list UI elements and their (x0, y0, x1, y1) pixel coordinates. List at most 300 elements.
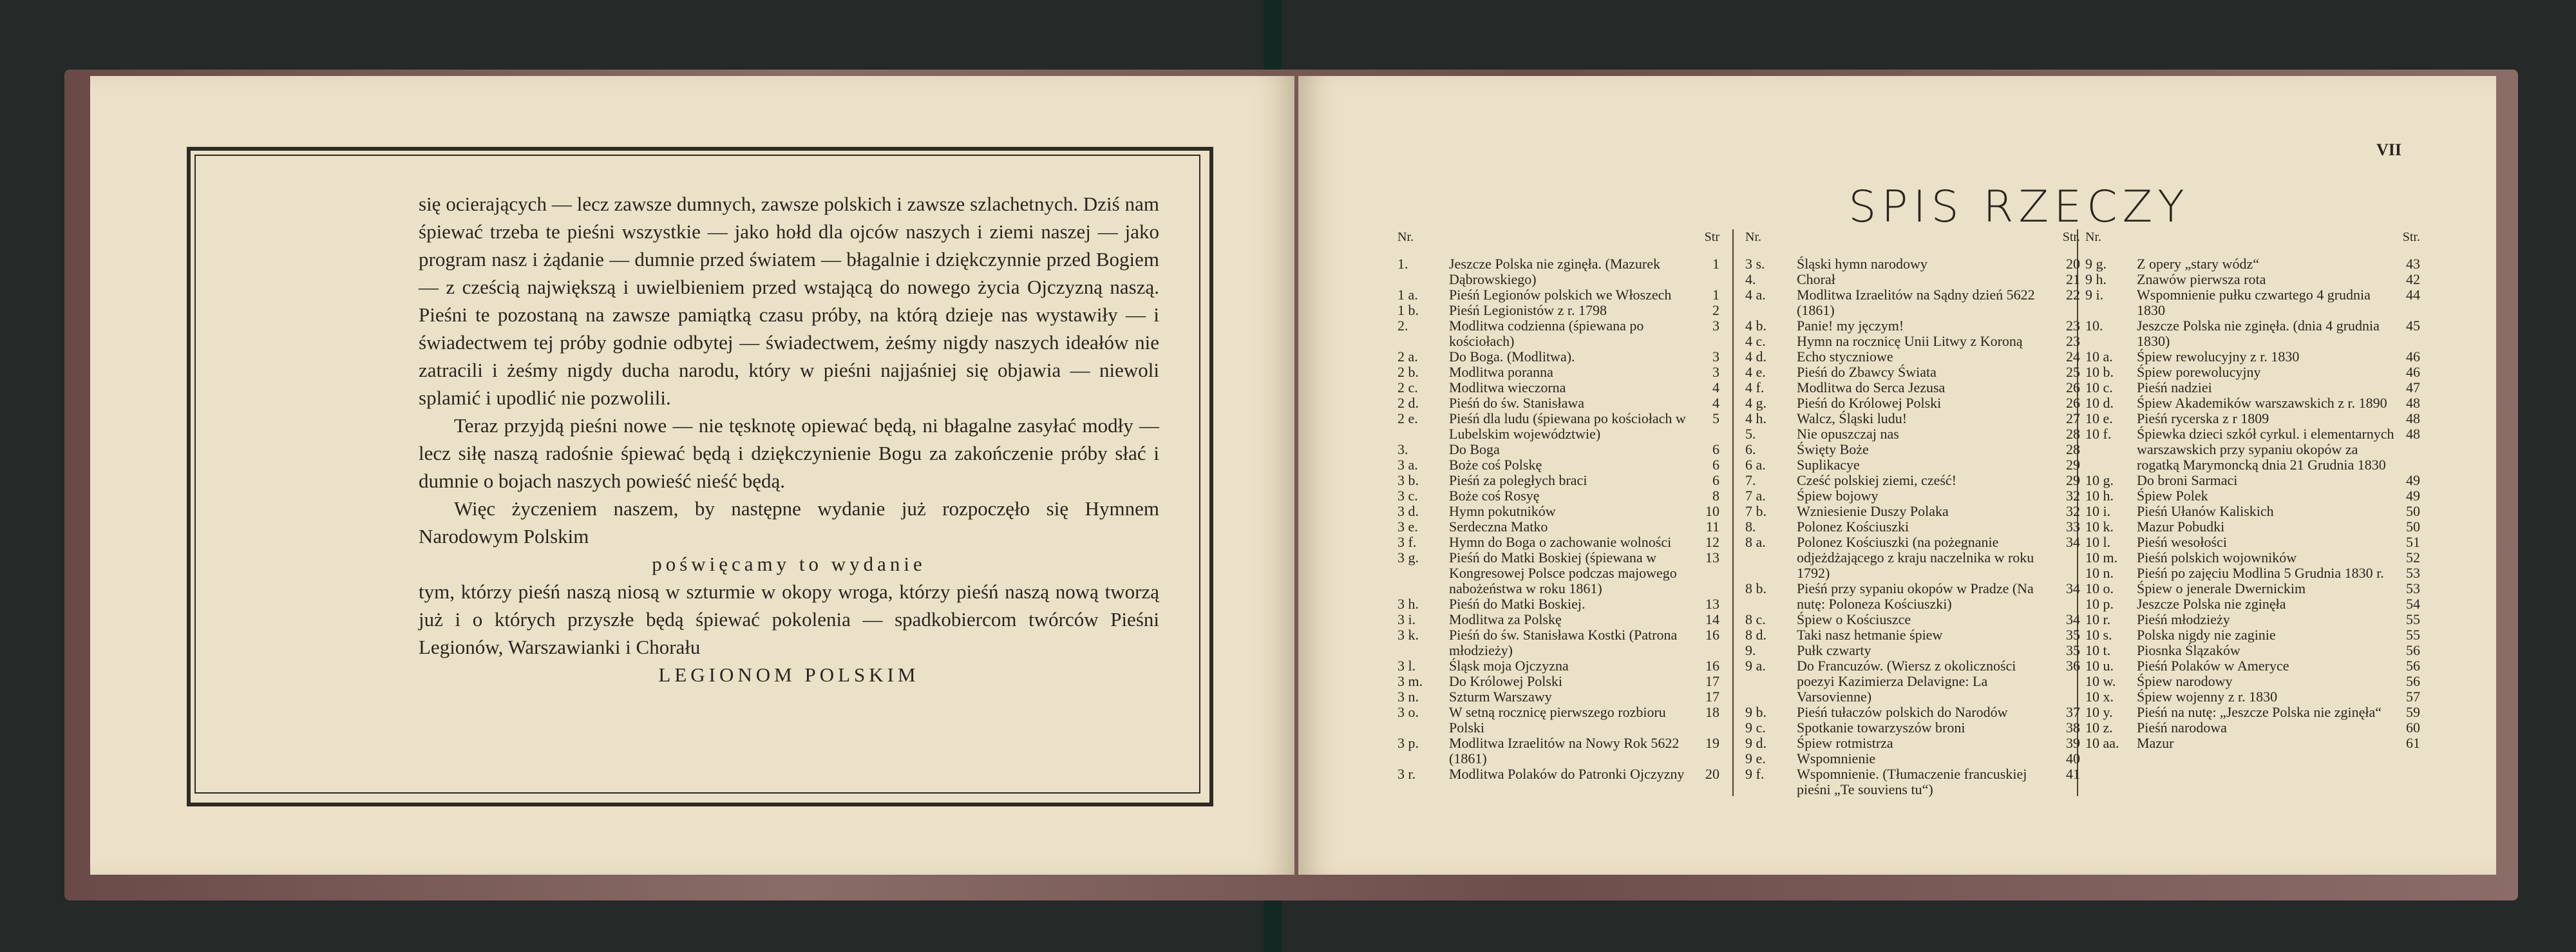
contents-entry (1397, 535, 1719, 550)
entry-number: 3 a. (1397, 457, 1418, 473)
entry-number: 3 m. (1397, 673, 1423, 689)
entry-number: 9 i. (2085, 287, 2104, 303)
entry-title: Pieśń do św. Stanisława Kostki (Patrona młodzieży) (1449, 627, 1678, 658)
column-divider (1732, 229, 1734, 796)
entry-page: 28 (2066, 441, 2080, 457)
entry-title: Boże coś Rosyę (1449, 488, 1540, 504)
dedication-line: poświęcamy to wydanie (652, 553, 926, 575)
contents-entry (2085, 256, 2420, 272)
entry-number: 10 s. (2085, 627, 2112, 643)
preface-paragraph-3: Więc życzeniem naszem, by następne wydanie już rozpoczęło się Hymnem Narodowym Polskim (419, 497, 1159, 547)
entry-page: 41 (2066, 766, 2080, 782)
entry-page: 29 (2066, 472, 2080, 488)
contents-title: SPIS RZECZY (1848, 182, 2190, 233)
entry-number: 10 f. (2085, 426, 2112, 442)
entry-number: 4 h. (1745, 410, 1766, 426)
contents-entry (1397, 457, 1719, 473)
entry-page: 59 (2406, 704, 2420, 720)
entry-page: 56 (2406, 673, 2420, 689)
entry-title: Pieśń do Królowej Polski (1797, 395, 1942, 411)
header-nr: Nr. (1397, 230, 1414, 244)
entry-number: 3 r. (1397, 766, 1416, 782)
entry-number: 4 d. (1745, 348, 1766, 365)
entry-number: 3 i. (1397, 611, 1416, 627)
entry-title: Chorał (1797, 271, 1835, 287)
entry-title: Cześć polskiej ziemi, cześć! (1797, 472, 1957, 488)
entry-page: 17 (1705, 689, 1719, 705)
entry-page: 20 (2066, 256, 2080, 272)
contents-entry (1397, 766, 1719, 782)
contents-entry (1397, 550, 1719, 596)
entry-title: Pieśń do św. Stanisława (1449, 395, 1585, 411)
entry-title: Do Boga. (Modlitwa). (1449, 348, 1575, 365)
entry-title: Mazur Pobudki (2137, 519, 2225, 535)
contents-entry (1397, 411, 1719, 442)
entry-page: 18 (1705, 704, 1719, 720)
entry-page: 27 (2066, 410, 2080, 426)
contents-entry (1397, 736, 1719, 766)
entry-title: Modlitwa codzienna (śpiewana po kościołach) (1449, 318, 1644, 349)
entry-number: 5. (1745, 426, 1756, 442)
entry-number: 10 o. (2085, 580, 2114, 596)
entry-number: 9 c. (1745, 719, 1766, 736)
entry-page: 23 (2066, 318, 2080, 334)
entry-page: 33 (2066, 519, 2080, 535)
entry-number: 10 a. (2085, 348, 2113, 365)
entry-page: 50 (2406, 519, 2420, 535)
entry-title: Taki nasz hetmanie śpiew (1797, 627, 1943, 643)
contents-entry (1397, 349, 1719, 365)
entry-number: 4 e. (1745, 364, 1766, 380)
contents-entry (2085, 566, 2420, 581)
contents-entry (1397, 519, 1719, 535)
entry-number: 10 x. (2085, 689, 2114, 705)
contents-entry (2085, 287, 2420, 318)
contents-entry (2085, 349, 2420, 365)
entry-title: Panie! my jęczym! (1797, 318, 1904, 334)
contents-entry (2085, 643, 2420, 658)
entry-number: 3 b. (1397, 472, 1419, 488)
entry-title: Jeszcze Polska nie zginęła. (Mazurek Dąbrowskiego) (1449, 256, 1661, 287)
entry-page: 61 (2406, 735, 2420, 751)
entry-title: Pieśń do Zbawcy Świata (1797, 364, 1937, 380)
contents-entry (1397, 658, 1719, 674)
entry-number: 4 f. (1745, 379, 1765, 395)
preface-paragraph-1: się ocierających — lecz zawsze dumnych, zawsze polskich i zawsze szlachetnych. Dziś nam śpiewać trzeba te pieśni wszystkie — jako hołd dla ojców naszych i ziemi naszej — jako program nasz i żądanie — dumnie przed światem — błagalnie i dziękczynnie przed Bogiem — z cześcią największą i uwielbieniem przed wstającą do nowego życia Ojczyzną naszą. Pieśni te pozostaną na zawsze pamiątką czasu próby, na którą dzieje nas wystawiły — i świadectwem tej próby godnie odbytej — świadectwem, żeśmy nigdy naszych ideałów nie zatracili i żeśmy nigdy ducha narodu, który w pieśni najjaśniej się objawia — niewoli splamić i upodlić nie pozwolili. (419, 193, 1159, 409)
contents-entry (1745, 272, 2080, 287)
entry-title: Znawów pierwsza rota (2137, 271, 2266, 287)
contents-entry (1397, 318, 1719, 349)
entry-page: 52 (2406, 549, 2420, 566)
contents-entry (1397, 365, 1719, 380)
contents-column-1 (1397, 229, 1719, 782)
entry-page: 13 (1705, 596, 1719, 612)
entry-title: Modlitwa Izraelitów na Sądny dzień 5622 (1861) (1797, 287, 2035, 318)
entry-number: 10 h. (2085, 488, 2114, 504)
entry-title: Modlitwa Polaków do Patronki Ojczyzny (1449, 766, 1685, 782)
entry-page: 29 (2066, 457, 2080, 473)
entry-title: Wspomnienie. (Tłumaczenie francuskiej pieśni „Te souviens tu“) (1797, 766, 2027, 797)
entry-page: 56 (2406, 658, 2420, 674)
entry-page: 12 (1705, 534, 1719, 550)
entry-title: Śpiew narodowy (2137, 673, 2233, 689)
entry-page: 24 (2066, 348, 2080, 365)
entry-number: 3 k. (1397, 627, 1419, 643)
entry-title: Boże coś Polskę (1449, 457, 1542, 473)
entry-number: 10 p. (2085, 596, 2114, 612)
entry-title: Pieśń po zajęciu Modlina 5 Grudnia 1830 r. (2137, 565, 2384, 581)
contents-entry (2085, 736, 2420, 751)
entry-title: Modlitwa za Polskę (1449, 611, 1562, 627)
contents-entry (1397, 303, 1719, 318)
entry-number: 10 u. (2085, 658, 2114, 674)
entry-page: 6 (1712, 457, 1719, 473)
contents-entry (1397, 596, 1719, 612)
entry-page: 48 (2406, 410, 2420, 426)
entry-page: 21 (2066, 271, 2080, 287)
contents-entry (1745, 334, 2080, 349)
entry-title: Mazur (2137, 735, 2174, 751)
entry-page: 55 (2406, 611, 2420, 627)
contents-entry (1745, 535, 2080, 581)
entry-title: Śpiew rewolucyjny z r. 1830 (2137, 348, 2300, 365)
entry-number: 6. (1745, 441, 1756, 457)
entry-page: 23 (2066, 333, 2080, 349)
contents-entry (1745, 349, 2080, 365)
entry-page: 37 (2066, 704, 2080, 720)
entry-number: 1 a. (1397, 287, 1418, 303)
entry-page: 10 (1705, 503, 1719, 519)
entry-page: 56 (2406, 642, 2420, 658)
contents-entry (1397, 674, 1719, 689)
header-str: Str. (2402, 230, 2420, 244)
entry-number: 7 b. (1745, 503, 1766, 519)
entry-title: Hymn do Boga o zachowanie wolności (1449, 534, 1672, 550)
header-str: Str. (2062, 230, 2080, 244)
entry-page: 57 (2406, 689, 2420, 705)
entry-title: Echo styczniowe (1797, 348, 1893, 365)
entry-title: Pieśń Legionów polskich we Włoszech (1449, 287, 1672, 303)
entry-page: 20 (1705, 766, 1719, 782)
entry-page: 13 (1705, 549, 1719, 566)
entry-number: 4 b. (1745, 318, 1766, 334)
entry-title: Śpiew wojenny z r. 1830 (2137, 689, 2278, 705)
entry-number: 3. (1397, 441, 1408, 457)
entry-title: Wzniesienie Duszy Polaka (1797, 503, 1949, 519)
entry-number: 9 e. (1745, 750, 1766, 766)
entry-page: 32 (2066, 503, 2080, 519)
entry-number: 2 c. (1397, 379, 1418, 395)
entry-page: 32 (2066, 488, 2080, 504)
entry-number: 9 a. (1745, 658, 1766, 674)
contents-entry (1745, 736, 2080, 751)
entry-page: 1 (1712, 287, 1719, 303)
contents-entry (2085, 674, 2420, 689)
entry-title: Pieśń Legionistów z r. 1798 (1449, 302, 1607, 318)
contents-entry (1745, 504, 2080, 519)
contents-entry (1397, 395, 1719, 411)
entry-title: Pieśń przy sypaniu okopów w Pradze (Na nutę: Poloneza Kościuszki) (1797, 580, 2034, 612)
entry-number: 2 d. (1397, 395, 1419, 411)
contents-entry (2085, 658, 2420, 674)
entry-title: Hymn pokutników (1449, 503, 1556, 519)
entry-number: 3 f. (1397, 534, 1417, 550)
entry-page: 45 (2406, 318, 2420, 334)
entry-title: Pieśń do Matki Boskiej (śpiewana w Kongresowej Polsce podczas majowego nabożeństwa w roku 1861) (1449, 549, 1677, 596)
entry-number: 10 k. (2085, 519, 2114, 535)
entry-number: 10 r. (2085, 611, 2111, 627)
entry-page: 16 (1705, 658, 1719, 674)
entry-page: 36 (2066, 658, 2080, 674)
entry-title: Śpiew porewolucyjny (2137, 364, 2261, 380)
entry-title: Śląski hymn narodowy (1797, 256, 1927, 272)
entry-title: Z opery „stary wódz“ (2137, 256, 2259, 272)
entry-number: 10 i. (2085, 503, 2111, 519)
column-header (1397, 229, 1719, 245)
entry-title: Polonez Kościuszki (1797, 519, 1909, 535)
entry-number: 10 l. (2085, 534, 2111, 550)
contents-entry (1745, 519, 2080, 535)
contents-entry (1745, 488, 2080, 504)
entry-number: 4. (1745, 271, 1756, 287)
entry-number: 8 a. (1745, 534, 1766, 550)
contents-entry (1745, 473, 2080, 488)
entry-number: 2 a. (1397, 348, 1418, 365)
entry-number: 4 a. (1745, 287, 1766, 303)
contents-entry (1745, 442, 2080, 457)
entry-title: Hymn na rocznicę Unii Litwy z Koroną (1797, 333, 2023, 349)
preface-paragraph-2: Teraz przyjdą pieśni nowe — nie tęsknotę opiewać będą, ni błagalne zasyłać modły — lecz siłę naszą radośnie śpiewać będą i dziękczynienie Bogu za zakończenie próby słać i dumnie o bojach naszych powieść nieść będą. (419, 414, 1159, 492)
entry-title: Do broni Sarmaci (2137, 472, 2238, 488)
entry-number: 9 f. (1745, 766, 1765, 782)
entry-title: Śpiewka dzieci szkół cyrkul. i elementarnych warszawskich przy sypaniu okopów za rogatką Marymoncką dnia 21 Grudnia 1830 (2137, 426, 2394, 473)
entry-number: 8. (1745, 519, 1756, 535)
contents-entry (1397, 504, 1719, 519)
entry-title: Pieśń do Matki Boskiej. (1449, 596, 1586, 612)
entry-page: 34 (2066, 580, 2080, 596)
entry-number: 10 b. (2085, 364, 2114, 380)
entry-title: Pieśń rycerska z r 1809 (2137, 410, 2269, 426)
entry-number: 4 g. (1745, 395, 1766, 411)
entry-page: 2 (1712, 302, 1719, 318)
entry-page: 26 (2066, 395, 2080, 411)
column-header (2085, 229, 2420, 245)
entry-title: Polonez Kościuszki (na pożegnanie odjeżdżającego z kraju naczelnika w roku 1792) (1797, 534, 2034, 581)
header-str: Str (1704, 230, 1719, 244)
preface-text (419, 190, 1159, 689)
contents-entry (2085, 627, 2420, 643)
contents-entry (2085, 504, 2420, 519)
entry-page: 40 (2066, 750, 2080, 766)
entry-number: 3 l. (1397, 658, 1416, 674)
entry-page: 53 (2406, 565, 2420, 581)
contents-entry (1745, 287, 2080, 318)
entry-page: 35 (2066, 642, 2080, 658)
dedication-signature: LEGIONOM POLSKIM (658, 663, 920, 686)
entry-number: 9 b. (1745, 704, 1766, 720)
entry-number: 10 t. (2085, 642, 2111, 658)
contents-entry (1397, 705, 1719, 736)
entry-page: 3 (1712, 348, 1719, 365)
contents-entry (1745, 643, 2080, 658)
entry-page: 50 (2406, 503, 2420, 519)
entry-number: 9 g. (2085, 256, 2107, 272)
entry-title: Serdeczna Matko (1449, 519, 1548, 535)
contents-entry (2085, 365, 2420, 380)
entry-page: 53 (2406, 580, 2420, 596)
entry-number: 10 m. (2085, 549, 2118, 566)
entry-number: 6 a. (1745, 457, 1766, 473)
entry-page: 6 (1712, 441, 1719, 457)
entry-number: 8 b. (1745, 580, 1766, 596)
entry-title: Spotkanie towarzyszów broni (1797, 719, 1965, 736)
contents-entry (2085, 519, 2420, 535)
contents-column-2 (1745, 229, 2080, 797)
entry-title: Walcz, Śląski ludu! (1797, 410, 1908, 426)
contents-entry (2085, 411, 2420, 426)
entry-number: 2 e. (1397, 410, 1418, 426)
contents-entry (1745, 720, 2080, 736)
entry-page: 14 (1705, 611, 1719, 627)
contents-entry (2085, 720, 2420, 736)
entry-page: 46 (2406, 348, 2420, 365)
contents-entry (1745, 658, 2080, 705)
entry-number: 1 b. (1397, 302, 1419, 318)
contents-entry (1745, 256, 2080, 272)
entry-number: 3 c. (1397, 488, 1418, 504)
entry-number: 3 g. (1397, 549, 1419, 566)
contents-entry (1745, 612, 2080, 627)
entry-title: Śpiew Akademików warszawskich z r. 1890 (2137, 395, 2387, 411)
entry-number: 10 e. (2085, 410, 2113, 426)
contents-entry (2085, 426, 2420, 473)
contents-entry (1745, 457, 2080, 473)
contents-entry (2085, 318, 2420, 349)
entry-number: 9. (1745, 642, 1756, 658)
contents-column-3 (2085, 229, 2420, 751)
entry-title: Pieśń nadziei (2137, 379, 2212, 395)
contents-entry (1745, 705, 2080, 720)
contents-entry (2085, 612, 2420, 627)
entry-page: 8 (1712, 488, 1719, 504)
contents-entry (2085, 272, 2420, 287)
contents-entry (1397, 488, 1719, 504)
entry-title: Jeszcze Polska nie zginęła (2137, 596, 2286, 612)
contents-entry (1397, 380, 1719, 395)
entry-number: 3 e. (1397, 519, 1418, 535)
entry-page: 16 (1705, 627, 1719, 643)
entry-number: 9 h. (2085, 271, 2107, 287)
entry-title: Pieśń Polaków w Ameryce (2137, 658, 2289, 674)
contents-entry (1745, 318, 2080, 334)
contents-entry (1745, 581, 2080, 612)
entry-page: 55 (2406, 627, 2420, 643)
contents-entry (2085, 535, 2420, 550)
entry-page: 54 (2406, 596, 2420, 612)
entry-page: 17 (1705, 673, 1719, 689)
entry-page: 43 (2406, 256, 2420, 272)
contents-entry (1397, 612, 1719, 627)
entry-number: 3 s. (1745, 256, 1765, 272)
entry-page: 26 (2066, 379, 2080, 395)
entry-title: Pieśń dla ludu (śpiewana po kościołach w Lubelskim województwie) (1449, 410, 1686, 442)
entry-number: 10 d. (2085, 395, 2114, 411)
entry-title: Nie opuszczaj nas (1797, 426, 1899, 442)
entry-page: 28 (2066, 426, 2080, 442)
entry-number: 3 o. (1397, 704, 1419, 720)
entry-page: 51 (2406, 534, 2420, 550)
entry-title: Pieśń za poległych braci (1449, 472, 1587, 488)
entry-page: 4 (1712, 379, 1719, 395)
entry-title: Śpiew bojowy (1797, 488, 1879, 504)
entry-title: Szturm Warszawy (1449, 689, 1552, 705)
entry-title: Modlitwa wieczorna (1449, 379, 1566, 395)
contents-entry (1397, 627, 1719, 658)
entry-page: 22 (2066, 287, 2080, 303)
entry-number: 4 c. (1745, 333, 1766, 349)
entry-title: Polska nigdy nie zaginie (2137, 627, 2276, 643)
entry-title: Pułk czwarty (1797, 642, 1871, 658)
contents-entry (2085, 488, 2420, 504)
entry-title: Wspomnienie pułku czwartego 4 grudnia 1830 (2137, 287, 2371, 318)
entry-page: 35 (2066, 627, 2080, 643)
entry-page: 11 (1705, 519, 1719, 535)
entry-title: Pieśń tułaczów polskich do Narodów (1797, 704, 2008, 720)
entry-number: 8 d. (1745, 627, 1766, 643)
contents-entry (1745, 380, 2080, 395)
entry-title: Święty Boże (1797, 441, 1869, 457)
entry-page: 60 (2406, 719, 2420, 736)
contents-entry (2085, 473, 2420, 488)
entry-page: 47 (2406, 379, 2420, 395)
entry-page: 48 (2406, 426, 2420, 442)
contents-entry (2085, 550, 2420, 566)
contents-entry (1745, 766, 2080, 797)
entry-number: 3 h. (1397, 596, 1419, 612)
entry-number: 10. (2085, 318, 2103, 334)
entry-title: Wspomnienie (1797, 750, 1876, 766)
contents-entry (1397, 689, 1719, 705)
contents-entry (1397, 287, 1719, 303)
entry-number: 10 g. (2085, 472, 2114, 488)
entry-title: Śpiew rotmistrza (1797, 735, 1893, 751)
page-number: VII (2376, 140, 2402, 159)
contents-entry (2085, 380, 2420, 395)
entry-number: 10 c. (2085, 379, 2113, 395)
entry-number: 10 n. (2085, 565, 2114, 581)
entry-page: 49 (2406, 472, 2420, 488)
entry-page: 5 (1712, 410, 1719, 426)
entry-number: 8 c. (1745, 611, 1766, 627)
entry-page: 46 (2406, 364, 2420, 380)
contents-entry (1397, 473, 1719, 488)
entry-number: 2. (1397, 318, 1408, 334)
contents-entry (2085, 689, 2420, 705)
entry-title: Do Francuzów. (Wiersz z okoliczności poezyi Kazimierza Delavigne: La Varsovienne) (1797, 658, 2016, 705)
entry-number: 9 d. (1745, 735, 1766, 751)
entry-number: 10 y. (2085, 704, 2113, 720)
entry-page: 48 (2406, 395, 2420, 411)
entry-title: Piosnka Ślązaków (2137, 642, 2240, 658)
entry-page: 38 (2066, 719, 2080, 736)
entry-number: 3 d. (1397, 503, 1419, 519)
entry-page: 19 (1705, 735, 1719, 751)
entry-title: Śpiew Polek (2137, 488, 2208, 504)
entry-title: Do Królowej Polski (1449, 673, 1562, 689)
entry-title: Pieśń młodzieży (2137, 611, 2230, 627)
entry-number: 10 aa. (2085, 735, 2119, 751)
entry-title: Modlitwa Izraelitów na Nowy Rok 5622 (1861) (1449, 735, 1680, 766)
